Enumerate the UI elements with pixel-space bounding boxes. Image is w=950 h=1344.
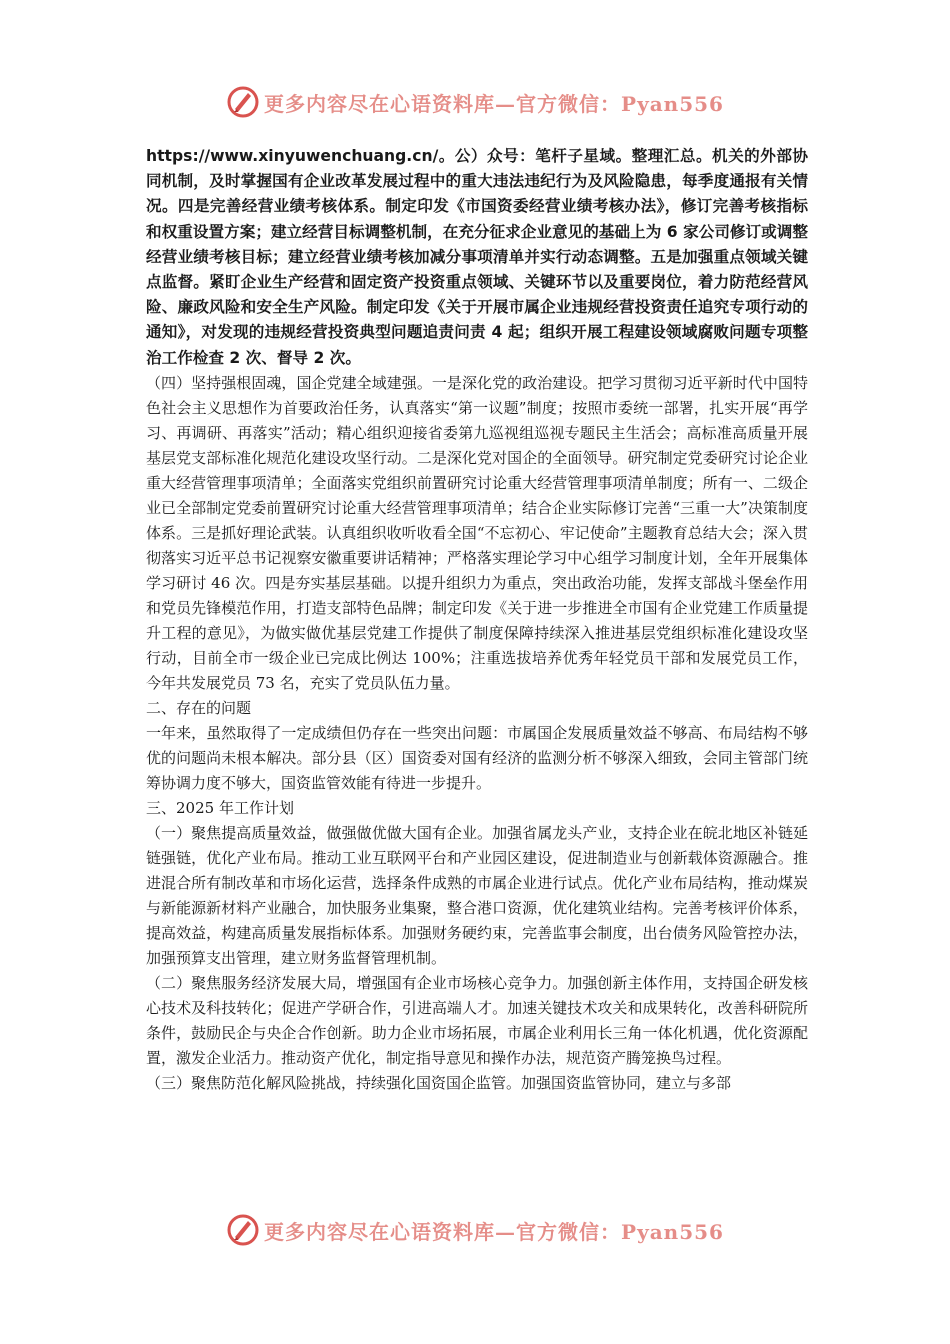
paragraph-party-building: （四）坚持强根固魂，国企党建全域建强。一是深化党的政治建设。把学习贯彻习近平新时代中国特色社会主义思想作为首要政治任务，认真落实“第一议题”制度；按照市委统一部署，扎实开展“再学习、再调研、再落实”活动；精心组织迎接省委第九巡视组巡视专题民主生活会；高标准高质量开展基层党支部标准化规范化建设攻坚行动。二是深化党对国企的全面领导。研究制定党委研究讨论企业重大经营管理事项清单；全面落实党组织前置研究讨论重大经营管理事项清单制度；所有一、二级企业已全部制定党委前置研究讨论重大经营管理事项清单；结合企业实际修订完善“三重一大”决策制度体系。三是抓好理论武装。认真组织收听收看全国“不忘初心、牢记使命”主题教育总结大会；深入贯彻落实习近平总书记视察安徽重要讲话精神；严格落实理论学习中心组学习制度计划，全年开展集体学习研讨 46 次。四是夯实基层基础。以提升组织力为重点，突出政治功能，发挥支部战斗堡垒作用和党员先锋模范作用，打造支部特色品牌；制定印发《关于进一步推进全市国有企业党建工作质量提升工程的意见》，为做实做优基层党建工作提供了制度保障持续深入推进基层党组织标准化建设攻坚行动，目前全市一级企业已完成比例达 100%；注重选拔培养优秀年轻党员干部和发展党员工作，今年共发展党员 73 名，充实了党员队伍力量。	[146, 373, 808, 692]
section-heading-problems: 二、存在的问题	[146, 698, 252, 717]
header-banner	[0, 80, 950, 124]
paragraph-plan-1: （一）聚焦提高质量效益，做强做优做大国有企业。加强省属龙头产业，支持企业在皖北地区补链延链强链，优化产业布局。推动工业互联网平台和产业园区建设，促进制造业与创新载体资源融合。推进混合所有制改革和市场化运营，选择条件成熟的市属企业进行试点。优化产业布局结构，推动煤炭与新能源新材料产业融合，加快服务业集聚，整合港口资源，优化建筑业结构。完善考核评价体系，提高效益，构建高质量发展指标体系。加强财务硬约束，完善监事会制度，出台债务风险管控办法，加强预算支出管理，建立财务监督管理机制。	[146, 823, 808, 967]
footer-banner	[0, 1208, 950, 1252]
logo-icon	[226, 85, 260, 119]
logo-icon	[226, 1213, 260, 1247]
paragraph-plan-3: （三）聚焦防范化解风险挑战，持续强化国资国企监管。加强国资监管协同，建立与多部	[146, 1073, 732, 1092]
banner-text: 更多内容尽在心语资料库—官方微信：Pyan556	[264, 1219, 724, 1244]
lead-paragraph: https://www.xinyuwenchuang.cn/。公）众号：笔杆子星域。整理汇总。机关的外部协同机制，及时掌握国有企业改革发展过程中的重大违法违纪行为及风险隐患，每季度通报有关情况。四是完善经营业绩考核体系。制定印发《市国资委经营业绩考核办法》，修订完善考核指标和权重设置方案；建立经营目标调整机制，在充分征求企业意见的基础上为 6 家公司修订或调整经营业绩考核目标；建立经营业绩考核加减分事项清单并实行动态调整。五是加强重点领域关键点监督。紧盯企业生产经营和固定资产投资重点领域、关键环节以及重要岗位，着力防范经营风险、廉政风险和安全生产风险。制定印发《关于开展市属企业违规经营投资责任追究专项行动的通知》，对发现的违规经营投资典型问题追责问责 4 起；组织开展工程建设领域腐败问题专项整治工作检查 2 次、督导 2 次。	[146, 147, 808, 367]
banner-text: 更多内容尽在心语资料库—官方微信：Pyan556	[264, 91, 724, 116]
paragraph-plan-2: （二）聚焦服务经济发展大局，增强国有企业市场核心竞争力。加强创新主体作用，支持国企研发核心技术及科技转化；促进产学研合作，引进高端人才。加速关键技术攻关和成果转化，改善科研院所条件，鼓励民企与央企合作创新。助力企业市场拓展，市属企业利用长三角一体化机遇，优化资源配置，激发企业活力。推动资产优化，制定指导意见和操作办法，规范资产腾笼换鸟过程。	[146, 973, 808, 1067]
paragraph-problems: 一年来，虽然取得了一定成绩但仍存在一些突出问题：市属国企发展质量效益不够高、布局结构不够优的问题尚未根本解决。部分县（区）国资委对国有经济的监测分析不够深入细致，会同主管部门统筹协调力度不够大，国资监管效能有待进一步提升。	[146, 723, 808, 792]
section-heading-plan: 三、2025 年工作计划	[146, 798, 294, 817]
document-body	[146, 144, 808, 1096]
